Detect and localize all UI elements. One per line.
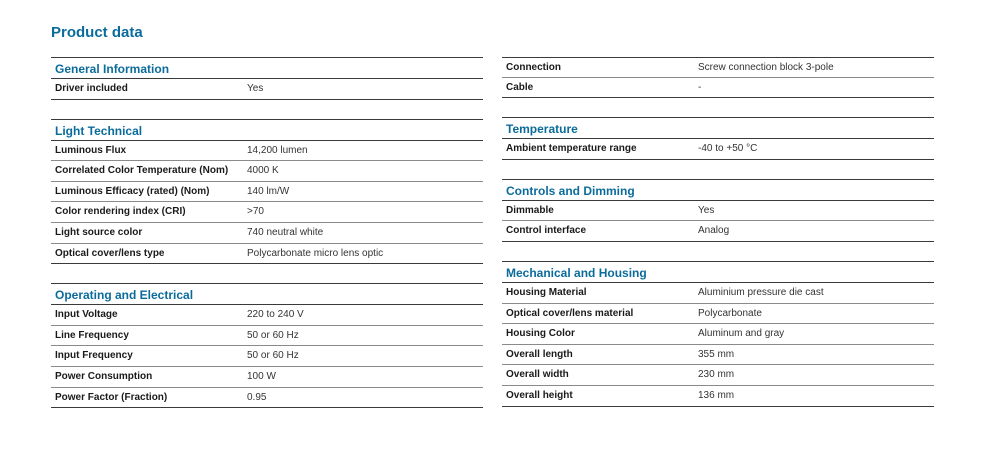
spec-row xyxy=(51,223,483,244)
spec-label: Overall length xyxy=(506,348,573,360)
spec-value: Yes xyxy=(247,83,264,94)
section-heading: Temperature xyxy=(502,117,934,139)
spec-value: 740 neutral white xyxy=(247,226,324,238)
spec-row xyxy=(502,365,934,386)
spec-value: Polycarbonate xyxy=(698,307,762,319)
spec-value: 136 mm xyxy=(698,389,735,401)
spec-row xyxy=(51,367,483,388)
spec-label: Overall height xyxy=(506,389,573,401)
spec-value: Yes xyxy=(698,204,715,216)
spec-section-operating-and-electrical xyxy=(51,283,483,408)
spec-value: >70 xyxy=(247,206,264,218)
spec-value: 100 W xyxy=(247,370,276,382)
spec-label: Optical cover/lens material xyxy=(506,307,634,319)
spec-label: Luminous Efficacy (rated) (Nom) xyxy=(55,185,210,197)
spec-section-temperature xyxy=(502,117,934,160)
spec-row xyxy=(502,324,934,345)
spec-section-light-technical xyxy=(51,119,483,265)
spec-row xyxy=(51,141,483,162)
spec-row xyxy=(502,304,934,325)
spec-value: Analog xyxy=(698,225,730,237)
spec-label: Overall width xyxy=(506,369,569,381)
spec-label: Input Voltage xyxy=(55,309,118,321)
spec-label: Control interface xyxy=(506,225,587,237)
spec-row xyxy=(502,139,934,160)
spec-label: Connection xyxy=(506,62,561,73)
spec-label: Line Frequency xyxy=(55,329,129,341)
spec-label: Driver included xyxy=(55,83,128,94)
section-heading: Mechanical and Housing xyxy=(502,261,934,283)
spec-row xyxy=(502,345,934,366)
spec-label: Cable xyxy=(506,81,534,93)
spec-value: 14,200 lumen xyxy=(247,144,308,156)
spec-value: 140 lm/W xyxy=(247,185,290,197)
spec-row xyxy=(502,78,934,99)
section-heading: General Information xyxy=(51,57,483,79)
spec-row xyxy=(51,305,483,326)
spec-label: Luminous Flux xyxy=(55,144,127,156)
spec-label: Power Factor (Fraction) xyxy=(55,391,168,403)
spec-value: 355 mm xyxy=(698,348,735,360)
spec-row xyxy=(502,386,934,407)
spec-value: Polycarbonate micro lens optic xyxy=(247,247,384,259)
spec-row xyxy=(502,221,934,242)
spec-value: Aluminium pressure die cast xyxy=(698,286,824,298)
right-column xyxy=(502,57,934,426)
spec-label: Light source color xyxy=(55,226,143,238)
spec-label: Ambient temperature range xyxy=(506,143,637,155)
spec-value: 50 or 60 Hz xyxy=(247,350,299,362)
spec-value: 220 to 240 V xyxy=(247,309,304,321)
spec-value: - xyxy=(698,81,702,93)
spec-row xyxy=(51,182,483,203)
spec-value: 50 or 60 Hz xyxy=(247,329,299,341)
page-title: Product data xyxy=(51,24,143,41)
spec-row xyxy=(502,57,934,78)
spec-label: Correlated Color Temperature (Nom) xyxy=(55,165,229,177)
spec-row xyxy=(51,202,483,223)
spec-label: Input Frequency xyxy=(55,350,133,362)
spec-row xyxy=(502,283,934,304)
spec-value: 230 mm xyxy=(698,369,735,381)
left-column xyxy=(51,57,483,427)
spec-section-mechanical-and-housing xyxy=(502,261,934,407)
spec-section-general-information xyxy=(51,57,483,100)
spec-row xyxy=(51,326,483,347)
spec-label: Dimmable xyxy=(506,204,554,216)
spec-row xyxy=(502,201,934,222)
spec-row xyxy=(51,388,483,409)
spec-section-controls-and-dimming xyxy=(502,179,934,242)
spec-row xyxy=(51,161,483,182)
spec-label: Housing Material xyxy=(506,286,587,298)
section-heading: Controls and Dimming xyxy=(502,179,934,201)
section-heading: Light Technical xyxy=(51,119,483,141)
spec-label: Optical cover/lens type xyxy=(55,247,165,259)
spec-section-general xyxy=(502,57,934,98)
spec-value: Screw connection block 3-pole xyxy=(698,62,834,73)
spec-value: 0.95 xyxy=(247,391,267,403)
spec-row xyxy=(51,244,483,265)
spec-label: Housing Color xyxy=(506,328,575,340)
section-heading: Operating and Electrical xyxy=(51,283,483,305)
spec-value: -40 to +50 °C xyxy=(698,143,758,155)
spec-value: Aluminum and gray xyxy=(698,328,785,340)
spec-label: Power Consumption xyxy=(55,370,153,382)
spec-label: Color rendering index (CRI) xyxy=(55,206,186,218)
spec-row xyxy=(51,79,483,100)
spec-row xyxy=(51,346,483,367)
spec-value: 4000 K xyxy=(247,165,279,177)
